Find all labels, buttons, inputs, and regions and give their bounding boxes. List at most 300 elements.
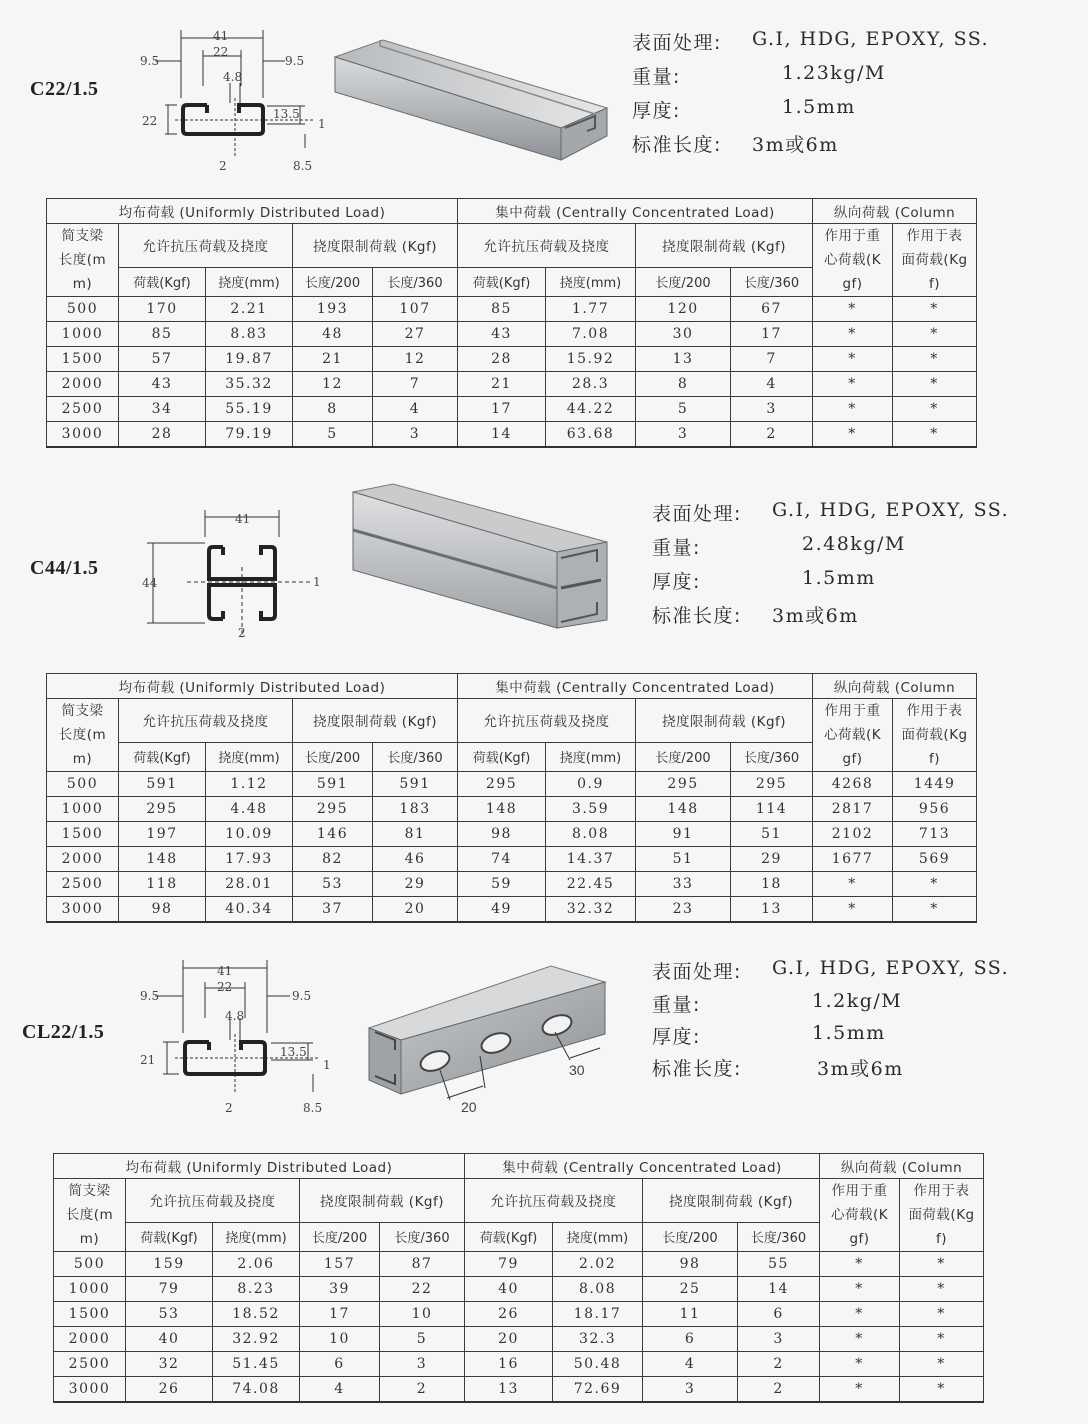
table-cell: 3 — [373, 422, 458, 448]
header-load-kgf: 荷载(Kgf) — [458, 267, 546, 296]
table-cell: 148 — [119, 847, 206, 872]
spec-surface-label: 表面处理: — [652, 503, 742, 525]
header-load-kgf: 荷载(Kgf) — [119, 267, 206, 296]
spec-weight-value: 2.48kg/M — [802, 533, 906, 555]
dim-lip-left: 9.5 — [140, 54, 160, 68]
table-cell: 4 — [643, 1352, 738, 1377]
table-cell: 20 — [373, 897, 458, 923]
table-cell: 295 — [458, 772, 546, 797]
dim-lip-right: 9.5 — [292, 989, 312, 1003]
table-cell: 37 — [293, 897, 373, 923]
dim-height: 22 — [142, 114, 158, 128]
axis-2-label: 2 — [225, 1101, 233, 1115]
slotted-channel-product-image — [355, 960, 620, 1120]
table-cell: 148 — [636, 797, 731, 822]
table-cell: 14 — [738, 1277, 820, 1302]
table-cell: 1000 — [54, 1277, 126, 1302]
table-cell: 1000 — [47, 322, 119, 347]
table-cell: * — [900, 1352, 984, 1377]
header-deflection-limit: 挠度限制荷载 (Kgf) — [293, 699, 458, 743]
header-deflection-mm: 挠度(mm) — [206, 742, 293, 771]
header-span-length: 简支梁长度(mm) — [54, 1179, 126, 1252]
table-row — [47, 422, 977, 448]
table-cell: 3000 — [54, 1377, 126, 1403]
table-row — [47, 897, 977, 923]
header-len-360: 长度/360 — [731, 742, 813, 771]
table-cell: 183 — [373, 797, 458, 822]
table-row — [47, 822, 977, 847]
table-cell: 5 — [636, 397, 731, 422]
table-cell: 1000 — [47, 797, 119, 822]
spec-thickness-value: 1.5mm — [782, 96, 856, 118]
dim-centroid: 13.5 — [273, 107, 300, 121]
spec-list — [632, 28, 1072, 164]
table-cell: 44.22 — [546, 397, 636, 422]
table-cell: 91 — [636, 822, 731, 847]
table-cell: 59 — [458, 872, 546, 897]
model-label: CL22/1.5 — [22, 1021, 105, 1043]
header-span-length: 简支梁长度(mm) — [47, 224, 119, 297]
table-cell: 74 — [458, 847, 546, 872]
table-cell: 35.32 — [206, 372, 293, 397]
spec-length-value: 3m或6m — [752, 134, 839, 156]
dim-thickness: 4.8 — [225, 1009, 245, 1023]
table-cell: 98 — [119, 897, 206, 923]
axis-1-label: 1 — [318, 117, 326, 131]
table-cell: 98 — [458, 822, 546, 847]
table-cell: 500 — [54, 1252, 126, 1277]
header-deflection-mm: 挠度(mm) — [206, 267, 293, 296]
header-len-200: 长度/200 — [300, 1222, 380, 1251]
table-cell: 18.52 — [213, 1302, 300, 1327]
header-deflection-mm: 挠度(mm) — [213, 1222, 300, 1251]
header-allow-load: 允许抗压荷载及挠度 — [126, 1179, 300, 1223]
table-cell: 72.69 — [553, 1377, 643, 1403]
table-row — [54, 1252, 984, 1277]
table-cell: 26 — [465, 1302, 553, 1327]
axis-1-label: 1 — [313, 575, 321, 589]
header-load-kgf: 荷载(Kgf) — [126, 1222, 213, 1251]
table-cell: * — [813, 397, 893, 422]
table-cell: 591 — [119, 772, 206, 797]
table-row — [54, 1377, 984, 1403]
table-cell: 3 — [731, 397, 813, 422]
table-cell: 2102 — [813, 822, 893, 847]
table-cell: 8.83 — [206, 322, 293, 347]
header-allow-load-central: 允许抗压荷载及挠度 — [458, 699, 636, 743]
table-cell: 4268 — [813, 772, 893, 797]
table-cell: 118 — [119, 872, 206, 897]
spec-weight-label: 重量: — [652, 994, 701, 1016]
model-label: C22/1.5 — [30, 78, 99, 100]
table-cell: 713 — [893, 822, 977, 847]
cross-section-drawing — [135, 958, 335, 1118]
table-cell: 53 — [126, 1302, 213, 1327]
table-cell: 40 — [465, 1277, 553, 1302]
table-cell: 3.59 — [546, 797, 636, 822]
table-cell: 591 — [373, 772, 458, 797]
dim-centroid: 13.5 — [280, 1045, 307, 1059]
table-cell: 14 — [458, 422, 546, 448]
table-cell: 55.19 — [206, 397, 293, 422]
table-cell: 16 — [465, 1352, 553, 1377]
table-cell: 17 — [458, 397, 546, 422]
table-cell: 26 — [126, 1377, 213, 1403]
table-cell: * — [820, 1352, 900, 1377]
table-cell: * — [813, 322, 893, 347]
dim-lip-right: 9.5 — [285, 54, 305, 68]
table-cell: 79 — [465, 1252, 553, 1277]
table-cell: 4.48 — [206, 797, 293, 822]
table-cell: 114 — [731, 797, 813, 822]
table-cell: 2 — [738, 1377, 820, 1403]
table-cell: 79 — [126, 1277, 213, 1302]
table-cell: 2000 — [54, 1327, 126, 1352]
dim-bottom: 8.5 — [303, 1101, 323, 1115]
table-cell: 1677 — [813, 847, 893, 872]
table-cell: 295 — [636, 772, 731, 797]
table-cell: 21 — [293, 347, 373, 372]
table-cell: 2 — [731, 422, 813, 448]
table-cell: * — [820, 1277, 900, 1302]
table-cell: 8.08 — [546, 822, 636, 847]
section-c22 — [0, 0, 1088, 460]
header-len-360: 长度/360 — [380, 1222, 465, 1251]
table-cell: * — [820, 1302, 900, 1327]
table-cell: 28.01 — [206, 872, 293, 897]
table-cell: 4 — [731, 372, 813, 397]
table-cell: 14.37 — [546, 847, 636, 872]
table-cell: 18.17 — [553, 1302, 643, 1327]
table-cell: 159 — [126, 1252, 213, 1277]
header-column-load: 纵向荷载 (Column — [820, 1154, 984, 1179]
table-cell: * — [893, 397, 977, 422]
header-on-surface: 作用于表面荷载(Kgf) — [893, 224, 977, 297]
table-cell: 3000 — [47, 422, 119, 448]
table-cell: 12 — [373, 347, 458, 372]
spec-surface-value: G.I, HDG, EPOXY, SS. — [772, 499, 1010, 521]
table-cell: 67 — [731, 297, 813, 322]
axis-2-label: 2 — [238, 626, 246, 640]
spec-length-label: 标准长度: — [652, 605, 742, 627]
header-len-360: 长度/360 — [731, 267, 813, 296]
table-cell: 53 — [293, 872, 373, 897]
table-cell: 1.77 — [546, 297, 636, 322]
table-cell: 2 — [738, 1352, 820, 1377]
table-cell: 50.48 — [553, 1352, 643, 1377]
header-load-kgf: 荷载(Kgf) — [465, 1222, 553, 1251]
dim-bottom: 8.5 — [293, 159, 313, 173]
spec-thickness-label: 厚度: — [632, 100, 681, 122]
table-cell: 27 — [373, 322, 458, 347]
spec-thickness-value: 1.5mm — [812, 1022, 886, 1044]
table-cell: 7 — [731, 347, 813, 372]
table-cell: 107 — [373, 297, 458, 322]
axis-2-label: 2 — [219, 159, 227, 173]
table-row — [54, 1302, 984, 1327]
header-row-group — [47, 674, 977, 699]
table-cell: 32.3 — [553, 1327, 643, 1352]
spec-thickness-label: 厚度: — [652, 571, 701, 593]
table-cell: 591 — [293, 772, 373, 797]
header-central-load: 集中荷载 (Centrally Concentrated Load) — [458, 674, 813, 699]
dim-height: 44 — [142, 576, 158, 590]
table-cell: 40 — [126, 1327, 213, 1352]
table-cell: 11 — [643, 1302, 738, 1327]
dim-width-41: 41 — [235, 512, 251, 526]
table-cell: * — [820, 1252, 900, 1277]
table-cell: 3 — [643, 1377, 738, 1403]
axis-1-label: 1 — [323, 1058, 331, 1072]
header-len-200: 长度/200 — [293, 267, 373, 296]
table-cell: 28 — [458, 347, 546, 372]
table-cell: 39 — [300, 1277, 380, 1302]
table-cell: * — [893, 422, 977, 448]
table-row — [47, 372, 977, 397]
header-central-load: 集中荷载 (Centrally Concentrated Load) — [465, 1154, 820, 1179]
table-cell: 29 — [731, 847, 813, 872]
table-cell: 3 — [380, 1352, 465, 1377]
table-cell: 40.34 — [206, 897, 293, 923]
table-cell: 20 — [465, 1327, 553, 1352]
header-len-200: 长度/200 — [293, 742, 373, 771]
table-cell: 10 — [300, 1327, 380, 1352]
header-row-sub — [54, 1179, 984, 1223]
dim-width-22: 22 — [213, 45, 229, 59]
table-cell: 22 — [380, 1277, 465, 1302]
spec-weight-value: 1.23kg/M — [782, 62, 886, 84]
table-cell: 25 — [643, 1277, 738, 1302]
header-uniform-load: 均布荷载 (Uniformly Distributed Load) — [47, 674, 458, 699]
table-cell: 8 — [636, 372, 731, 397]
table-cell: 32 — [126, 1352, 213, 1377]
dim-lip-left: 9.5 — [140, 989, 160, 1003]
header-len-200: 长度/200 — [643, 1222, 738, 1251]
table-cell: 19.87 — [206, 347, 293, 372]
table-cell: 193 — [293, 297, 373, 322]
table-row — [54, 1277, 984, 1302]
table-cell: 500 — [47, 772, 119, 797]
dim-height: 21 — [140, 1053, 156, 1067]
header-load-kgf: 荷载(Kgf) — [458, 742, 546, 771]
table-row — [47, 297, 977, 322]
table-cell: 6 — [300, 1352, 380, 1377]
table-cell: 2.21 — [206, 297, 293, 322]
table-cell: * — [900, 1252, 984, 1277]
spec-thickness-value: 1.5mm — [802, 567, 876, 589]
table-cell: 17 — [731, 322, 813, 347]
spec-length-label: 标准长度: — [652, 1058, 742, 1080]
table-cell: 120 — [636, 297, 731, 322]
table-cell: * — [813, 422, 893, 448]
table-cell: 2500 — [54, 1352, 126, 1377]
table-row — [47, 797, 977, 822]
table-cell: * — [813, 872, 893, 897]
spec-surface-label: 表面处理: — [652, 961, 742, 983]
table-cell: 21 — [458, 372, 546, 397]
header-allow-load: 允许抗压荷载及挠度 — [119, 224, 293, 268]
header-len-200: 长度/200 — [636, 742, 731, 771]
header-uniform-load: 均布荷载 (Uniformly Distributed Load) — [54, 1154, 465, 1179]
table-cell: 5 — [293, 422, 373, 448]
table-row — [47, 347, 977, 372]
table-cell: 28.3 — [546, 372, 636, 397]
header-row-group — [54, 1154, 984, 1179]
table-cell: 2 — [380, 1377, 465, 1403]
table-cell: 3 — [738, 1327, 820, 1352]
table-cell: 4 — [373, 397, 458, 422]
table-cell: 8.23 — [213, 1277, 300, 1302]
spec-thickness-label: 厚度: — [652, 1026, 701, 1048]
table-cell: 170 — [119, 297, 206, 322]
table-cell: 85 — [458, 297, 546, 322]
table-cell: 8 — [293, 397, 373, 422]
table-cell: 2500 — [47, 397, 119, 422]
table-cell: 1.12 — [206, 772, 293, 797]
table-cell: 7.08 — [546, 322, 636, 347]
table-cell: 98 — [643, 1252, 738, 1277]
table-cell: * — [893, 297, 977, 322]
table-row — [47, 847, 977, 872]
spec-list — [652, 957, 1072, 1086]
table-cell: 3000 — [47, 897, 119, 923]
dim-width-22: 22 — [217, 980, 233, 994]
header-row-sub — [47, 224, 977, 268]
table-cell: 15.92 — [546, 347, 636, 372]
table-cell: * — [900, 1377, 984, 1403]
table-cell: * — [900, 1302, 984, 1327]
table-cell: 43 — [458, 322, 546, 347]
header-central-load: 集中荷载 (Centrally Concentrated Load) — [458, 199, 813, 224]
table-cell: 157 — [300, 1252, 380, 1277]
header-len-360: 长度/360 — [373, 267, 458, 296]
table-cell: * — [893, 347, 977, 372]
table-cell: 49 — [458, 897, 546, 923]
table-cell: 295 — [731, 772, 813, 797]
table-cell: 2500 — [47, 872, 119, 897]
table-cell: 10.09 — [206, 822, 293, 847]
table-cell: 23 — [636, 897, 731, 923]
dim-slot-length: 30 — [569, 1062, 585, 1078]
load-table — [46, 673, 977, 923]
table-cell: 43 — [119, 372, 206, 397]
table-cell: * — [900, 1327, 984, 1352]
header-deflection-mm: 挠度(mm) — [546, 267, 636, 296]
table-cell: 0.9 — [546, 772, 636, 797]
table-cell: * — [813, 347, 893, 372]
table-cell: 17 — [300, 1302, 380, 1327]
header-allow-load-central: 允许抗压荷载及挠度 — [465, 1179, 643, 1223]
header-on-centroid: 作用于重心荷载(Kgf) — [813, 224, 893, 297]
table-cell: 63.68 — [546, 422, 636, 448]
spec-surface-value: G.I, HDG, EPOXY, SS. — [752, 28, 990, 50]
table-cell: 32.92 — [213, 1327, 300, 1352]
table-cell: 18 — [731, 872, 813, 897]
table-cell: 34 — [119, 397, 206, 422]
header-deflection-limit: 挠度限制荷载 (Kgf) — [293, 224, 458, 268]
header-deflection-limit-central: 挠度限制荷载 (Kgf) — [636, 699, 813, 743]
table-cell: * — [820, 1327, 900, 1352]
header-uniform-load: 均布荷载 (Uniformly Distributed Load) — [47, 199, 458, 224]
table-cell: 85 — [119, 322, 206, 347]
spec-surface-value: G.I, HDG, EPOXY, SS. — [772, 957, 1010, 979]
table-cell: 2000 — [47, 847, 119, 872]
cross-section-drawing — [135, 505, 335, 645]
table-cell: 57 — [119, 347, 206, 372]
table-cell: 148 — [458, 797, 546, 822]
header-deflection-mm: 挠度(mm) — [553, 1222, 643, 1251]
table-cell: * — [813, 897, 893, 923]
table-cell: 8.08 — [553, 1277, 643, 1302]
header-column-load: 纵向荷载 (Column — [813, 674, 977, 699]
table-cell: 55 — [738, 1252, 820, 1277]
table-cell: * — [893, 872, 977, 897]
table-cell: 46 — [373, 847, 458, 872]
spec-length-value: 3m或6m — [772, 605, 859, 627]
table-cell: 6 — [738, 1302, 820, 1327]
table-cell: 82 — [293, 847, 373, 872]
table-cell: 1500 — [54, 1302, 126, 1327]
spec-surface-label: 表面处理: — [632, 32, 722, 54]
channel-product-image — [345, 480, 615, 645]
table-cell: 4 — [300, 1377, 380, 1403]
table-cell: 79.19 — [206, 422, 293, 448]
table-cell: 2000 — [47, 372, 119, 397]
header-row-sub — [47, 699, 977, 743]
header-span-length: 简支梁长度(mm) — [47, 699, 119, 772]
table-cell: 956 — [893, 797, 977, 822]
header-len-360: 长度/360 — [738, 1222, 820, 1251]
table-cell: 10 — [380, 1302, 465, 1327]
table-cell: 6 — [643, 1327, 738, 1352]
table-cell: 569 — [893, 847, 977, 872]
header-allow-load-central: 允许抗压荷载及挠度 — [458, 224, 636, 268]
table-cell: 17.93 — [206, 847, 293, 872]
table-cell: 33 — [636, 872, 731, 897]
load-table — [46, 198, 977, 448]
table-cell: * — [893, 372, 977, 397]
table-cell: 51 — [636, 847, 731, 872]
table-cell: 28 — [119, 422, 206, 448]
dim-slot-pitch: 20 — [461, 1099, 477, 1115]
table-row — [47, 397, 977, 422]
section-cl22 — [0, 955, 1088, 1424]
header-len-360: 长度/360 — [373, 742, 458, 771]
table-cell: 1500 — [47, 347, 119, 372]
header-load-kgf: 荷载(Kgf) — [119, 742, 206, 771]
header-on-surface: 作用于表面荷载(Kgf) — [900, 1179, 984, 1252]
header-len-200: 长度/200 — [636, 267, 731, 296]
table-cell: 2.02 — [553, 1252, 643, 1277]
header-on-centroid: 作用于重心荷载(Kgf) — [820, 1179, 900, 1252]
header-column-load: 纵向荷载 (Column — [813, 199, 977, 224]
table-row — [54, 1327, 984, 1352]
spec-weight-value: 1.2kg/M — [812, 990, 903, 1012]
table-row — [54, 1352, 984, 1377]
table-cell: 30 — [636, 322, 731, 347]
table-cell: 29 — [373, 872, 458, 897]
header-row-group — [47, 199, 977, 224]
table-cell: 32.32 — [546, 897, 636, 923]
model-label: C44/1.5 — [30, 557, 99, 579]
table-cell: * — [813, 297, 893, 322]
table-cell: 13 — [731, 897, 813, 923]
dim-width-41: 41 — [217, 964, 233, 978]
table-cell: 5 — [380, 1327, 465, 1352]
table-cell: * — [820, 1377, 900, 1403]
table-cell: 81 — [373, 822, 458, 847]
dim-thickness: 4.8 — [223, 70, 243, 84]
